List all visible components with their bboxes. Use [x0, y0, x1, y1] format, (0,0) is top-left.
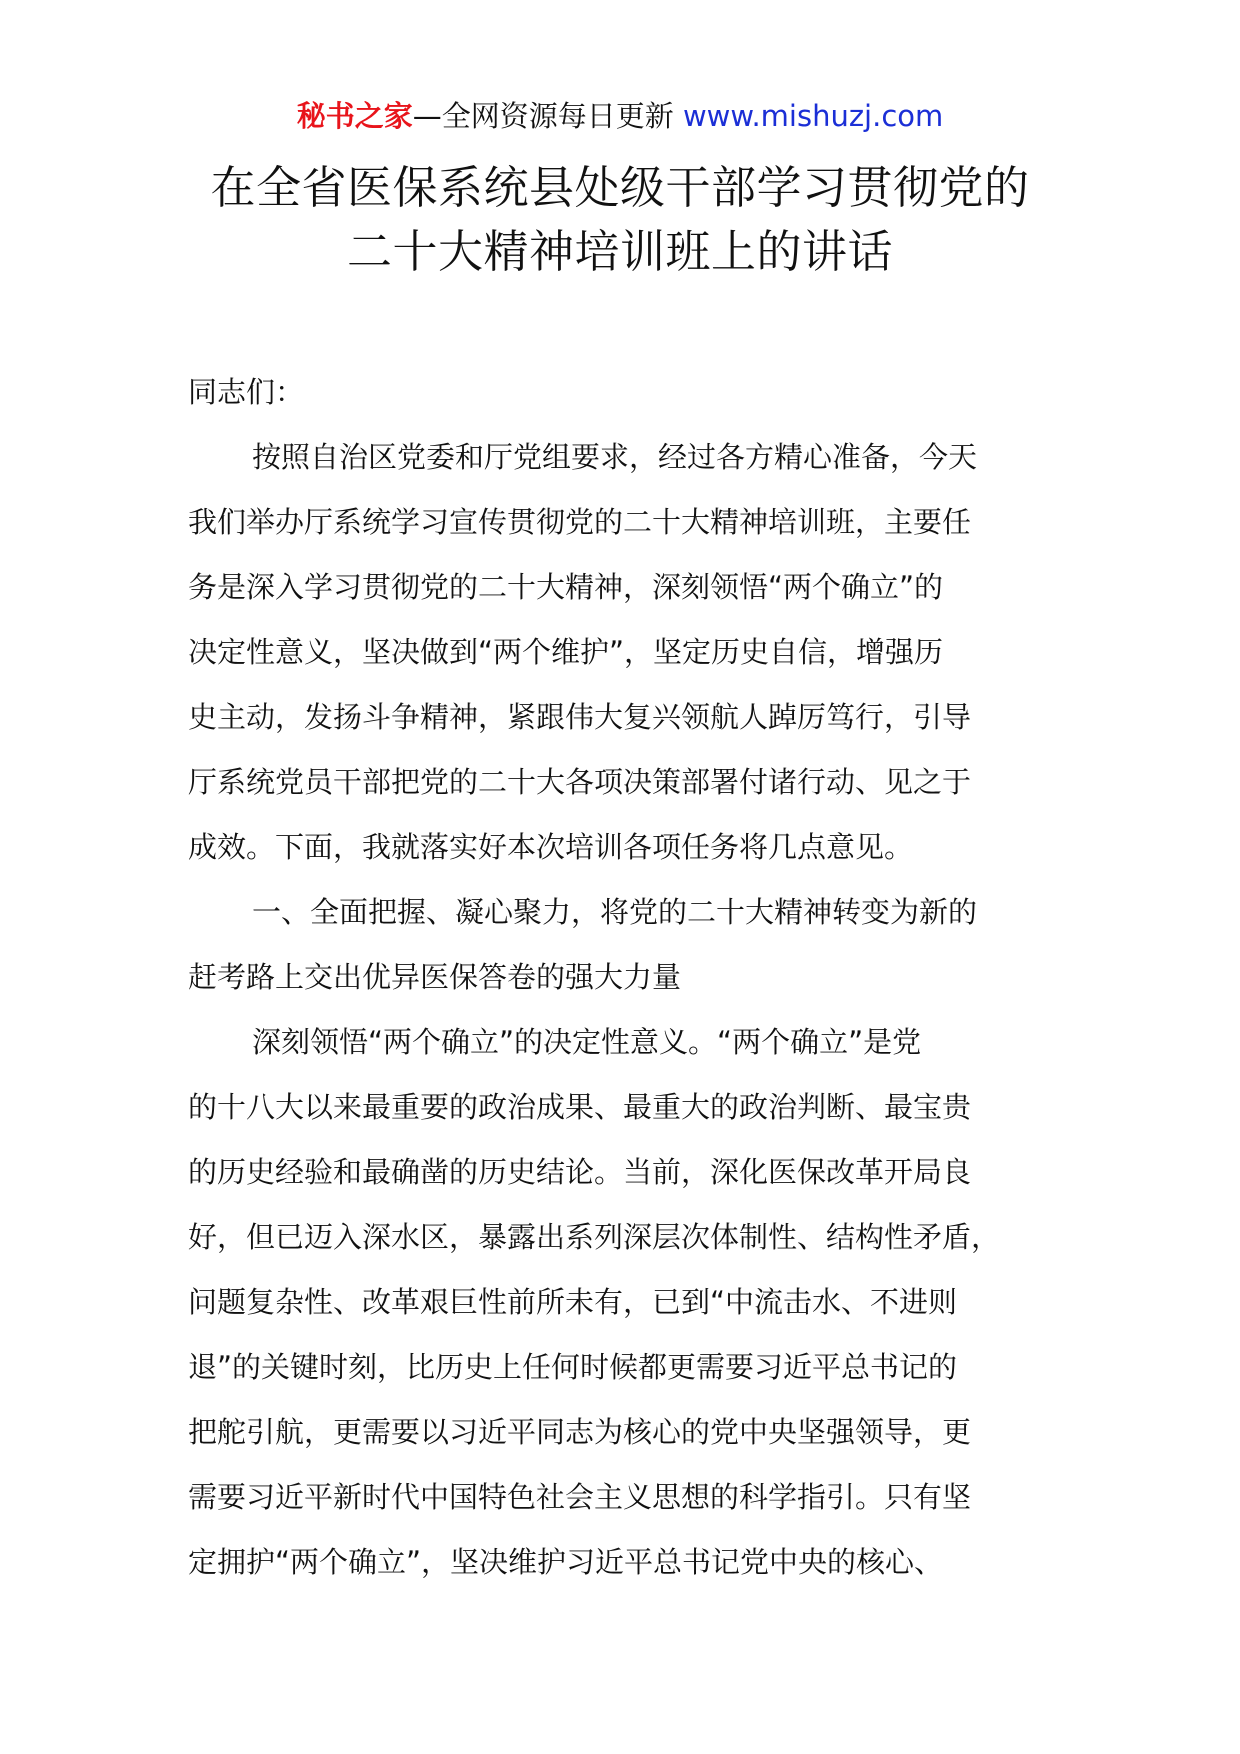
- body-line: 的十八大以来最重要的政治成果、最重大的政治判断、最宝贵: [188, 1090, 972, 1124]
- body-line: 把舵引航，更需要以习近平同志为核心的党中央坚强领导，更: [188, 1415, 972, 1449]
- document-body: [188, 360, 1068, 1595]
- body-line: 务是深入学习贯彻党的二十大精神，深刻领悟“两个确立”的: [188, 570, 944, 604]
- document-title: [0, 156, 1240, 284]
- body-line: 定拥护“两个确立”，坚决维护习近平总书记党中央的核心、: [188, 1545, 944, 1579]
- body-line: 深刻领悟“两个确立”的决定性意义。“两个确立”是党: [252, 1025, 922, 1059]
- title-line-1: 在全省医保系统县处级干部学习贯彻党的: [210, 161, 1030, 214]
- body-line: 史主动，发扬斗争精神，紧跟伟大复兴领航人踔厉笃行，引导: [188, 700, 972, 734]
- body-line: 我们举办厅系统学习宣传贯彻党的二十大精神培训班，主要任: [188, 505, 972, 539]
- body-line: 好，但已迈入深水区，暴露出系列深层次体制性、结构性矛盾，: [188, 1220, 1001, 1254]
- body-line: 问题复杂性、改革艰巨性前所未有，已到“中流击水、不进则: [188, 1285, 958, 1319]
- site-tagline: —全网资源每日更新: [412, 99, 683, 133]
- section-heading-line: 一、全面把握、凝心聚力，将党的二十大精神转变为新的: [252, 895, 978, 929]
- body-line: 的历史经验和最确凿的历史结论。当前，深化医保改革开局良: [188, 1155, 972, 1189]
- body-line: 成效。下面，我就落实好本次培训各项任务将几点意见。: [188, 830, 914, 864]
- body-line: 决定性意义，坚决做到“两个维护”，坚定历史自信，增强历: [188, 635, 944, 669]
- site-brand: 秘书之家: [296, 99, 413, 133]
- site-header: [0, 96, 1240, 136]
- body-line: 退”的关键时刻，比历史上任何时候都更需要习近平总书记的: [188, 1350, 958, 1384]
- section-heading-line: 赶考路上交出优异医保答卷的强大力量: [188, 960, 682, 994]
- title-line-2: 二十大精神培训班上的讲话: [346, 225, 893, 278]
- salutation: 同志们：: [188, 375, 305, 409]
- site-url-link[interactable]: www.mishuzj.com: [682, 99, 944, 133]
- body-line: 按照自治区党委和厅党组要求，经过各方精心准备，今天: [252, 440, 978, 474]
- body-line: 厅系统党员干部把党的二十大各项决策部署付诸行动、见之于: [188, 765, 972, 799]
- body-line: 需要习近平新时代中国特色社会主义思想的科学指引。只有坚: [188, 1480, 972, 1514]
